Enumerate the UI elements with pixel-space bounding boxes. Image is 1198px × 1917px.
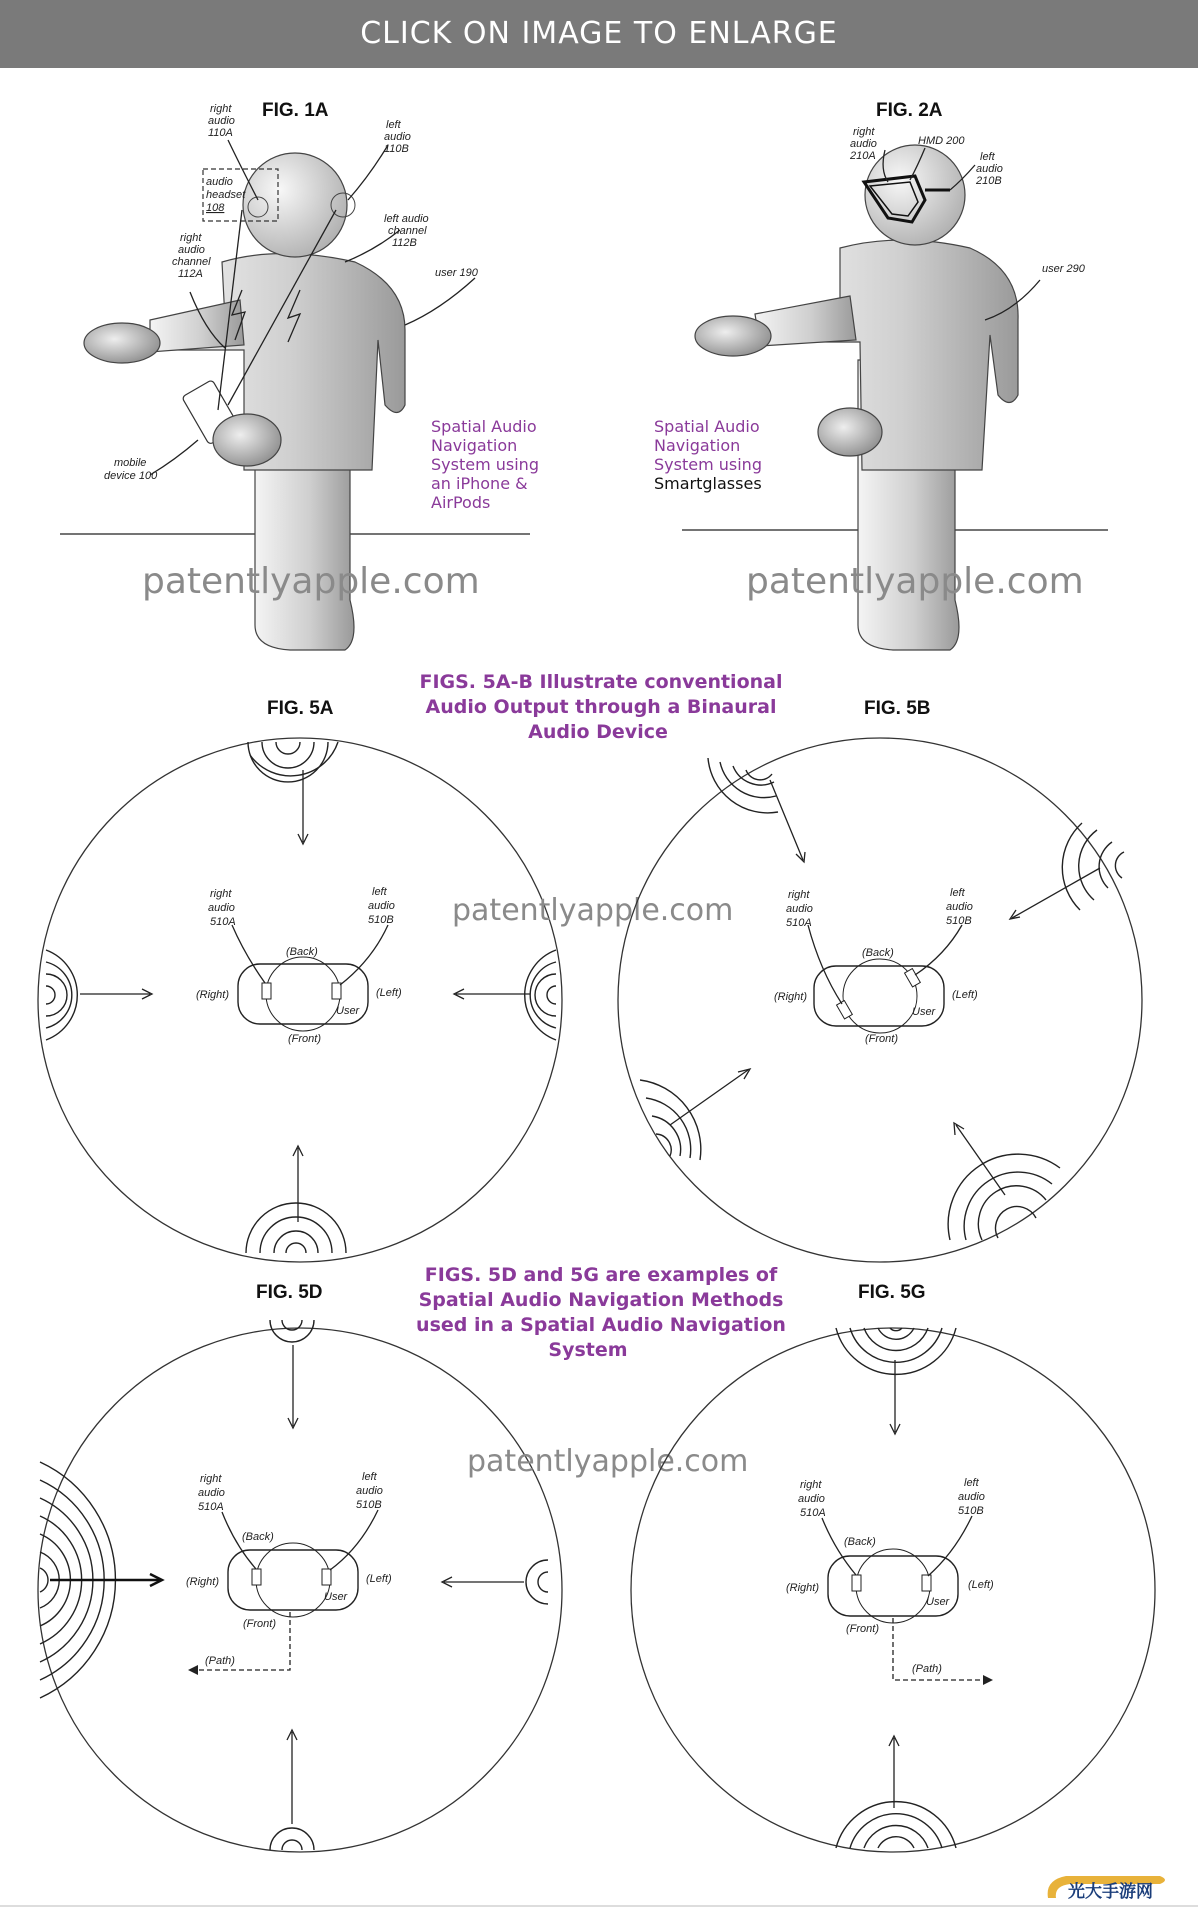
svg-text:user 190: user 190 xyxy=(435,267,478,279)
svg-text:right: right xyxy=(180,232,202,244)
svg-text:channel: channel xyxy=(172,256,211,268)
svg-text:110B: 110B xyxy=(384,143,409,155)
svg-text:510B: 510B xyxy=(356,1499,382,1511)
fig-2a-title: FIG. 2A xyxy=(876,100,943,121)
svg-text:(Left): (Left) xyxy=(366,1573,392,1585)
svg-text:audio: audio xyxy=(178,244,205,256)
svg-text:User: User xyxy=(336,1005,360,1017)
svg-text:Navigation: Navigation xyxy=(654,436,741,455)
svg-text:HMD 200: HMD 200 xyxy=(918,135,965,147)
fig-5d xyxy=(38,1282,562,1852)
svg-text:(Back): (Back) xyxy=(242,1531,274,1543)
svg-text:device 100: device 100 xyxy=(104,470,158,482)
fig-5b xyxy=(618,698,1142,1262)
fig-5a xyxy=(38,698,562,1262)
watermark-1: patentlyapple.com xyxy=(142,561,480,602)
svg-text:108: 108 xyxy=(206,202,225,214)
svg-text:(Back): (Back) xyxy=(844,1536,876,1548)
svg-text:(Right): (Right) xyxy=(186,1576,220,1588)
svg-text:audio: audio xyxy=(384,131,411,143)
section-1-caption-l3: Audio Device xyxy=(528,721,668,743)
svg-text:(Back): (Back) xyxy=(862,947,894,959)
svg-text:User: User xyxy=(926,1596,950,1608)
svg-text:510A: 510A xyxy=(786,917,812,929)
svg-text:audio: audio xyxy=(786,903,813,915)
site-logo xyxy=(1048,1876,1165,1902)
svg-text:FIG. 5A: FIG. 5A xyxy=(267,698,334,719)
svg-text:FIG. 5G: FIG. 5G xyxy=(858,1282,926,1303)
svg-text:System using: System using xyxy=(654,455,762,474)
section-2-caption-l1: FIGS. 5D and 5G are examples of xyxy=(424,1264,778,1286)
svg-text:112B: 112B xyxy=(392,237,417,249)
svg-text:510B: 510B xyxy=(368,914,394,926)
svg-text:光大手游网: 光大手游网 xyxy=(1068,1882,1153,1902)
svg-text:210A: 210A xyxy=(850,150,876,162)
svg-text:user 290: user 290 xyxy=(1042,263,1085,275)
svg-text:left: left xyxy=(964,1477,979,1489)
fig-5g xyxy=(631,1282,1155,1852)
svg-text:Spatial Audio: Spatial Audio xyxy=(431,417,537,436)
svg-text:112A: 112A xyxy=(178,268,203,280)
svg-text:510A: 510A xyxy=(198,1501,224,1513)
svg-text:audio: audio xyxy=(208,115,235,127)
svg-text:audio: audio xyxy=(368,900,395,912)
enlarge-banner[interactable]: CLICK ON IMAGE TO ENLARGE xyxy=(0,0,1198,68)
svg-text:audio: audio xyxy=(206,176,233,188)
user-hand-right xyxy=(213,414,281,466)
svg-text:right: right xyxy=(210,888,232,900)
section-2-caption-l4: System xyxy=(548,1339,628,1361)
svg-text:FIG. 5D: FIG. 5D xyxy=(256,1282,323,1303)
svg-text:User: User xyxy=(912,1006,936,1018)
svg-text:right: right xyxy=(200,1473,222,1485)
watermark-2: patentlyapple.com xyxy=(746,561,1084,602)
svg-text:FIG. 5B: FIG. 5B xyxy=(864,698,931,719)
svg-text:110A: 110A xyxy=(208,127,233,139)
svg-text:(Left): (Left) xyxy=(968,1579,994,1591)
svg-text:(Right): (Right) xyxy=(786,1582,820,1594)
svg-text:(Path): (Path) xyxy=(912,1663,942,1675)
patent-figures[interactable] xyxy=(0,68,1198,1917)
svg-text:an iPhone &: an iPhone & xyxy=(431,474,528,493)
svg-text:Navigation: Navigation xyxy=(431,436,518,455)
svg-text:right: right xyxy=(800,1479,822,1491)
svg-text:audio: audio xyxy=(798,1493,825,1505)
svg-text:AirPods: AirPods xyxy=(431,493,491,512)
svg-text:left: left xyxy=(386,119,401,131)
section-2-caption-l2: Spatial Audio Navigation Methods xyxy=(418,1289,784,1311)
svg-text:(Left): (Left) xyxy=(376,987,402,999)
watermark-3: patentlyapple.com xyxy=(452,893,734,928)
svg-text:User: User xyxy=(324,1591,348,1603)
svg-text:System using: System using xyxy=(431,455,539,474)
svg-text:left: left xyxy=(980,151,995,163)
svg-text:210B: 210B xyxy=(976,175,1002,187)
svg-text:audio: audio xyxy=(356,1485,383,1497)
section-1-caption-l2: Audio Output through a Binaural xyxy=(425,696,777,718)
svg-text:(Path): (Path) xyxy=(205,1655,235,1667)
svg-text:(Right): (Right) xyxy=(774,991,808,1003)
svg-text:audio: audio xyxy=(850,138,877,150)
svg-text:audio: audio xyxy=(946,901,973,913)
svg-text:headset: headset xyxy=(206,189,246,201)
fig-2a xyxy=(654,100,1108,650)
svg-text:audio: audio xyxy=(208,902,235,914)
svg-text:audio: audio xyxy=(198,1487,225,1499)
svg-text:(Front): (Front) xyxy=(846,1623,879,1635)
svg-text:510B: 510B xyxy=(946,915,972,927)
svg-text:right: right xyxy=(788,889,810,901)
svg-text:audio: audio xyxy=(958,1491,985,1503)
svg-text:mobile: mobile xyxy=(114,457,147,469)
svg-text:right: right xyxy=(210,103,232,115)
svg-text:(Left): (Left) xyxy=(952,989,978,1001)
svg-text:left: left xyxy=(372,886,387,898)
svg-text:left: left xyxy=(950,887,965,899)
svg-text:510A: 510A xyxy=(210,916,236,928)
svg-text:left audio: left audio xyxy=(384,213,429,225)
svg-text:(Front): (Front) xyxy=(865,1033,898,1045)
svg-text:Smartglasses: Smartglasses xyxy=(654,474,762,493)
svg-text:Spatial Audio: Spatial Audio xyxy=(654,417,760,436)
svg-text:(Front): (Front) xyxy=(243,1618,276,1630)
section-1-caption-l1: FIGS. 5A-B Illustrate conventional xyxy=(419,671,783,693)
svg-text:(Right): (Right) xyxy=(196,989,230,1001)
svg-text:510B: 510B xyxy=(958,1505,984,1517)
section-2-caption-l3: used in a Spatial Audio Navigation xyxy=(416,1314,786,1336)
svg-text:(Front): (Front) xyxy=(288,1033,321,1045)
svg-text:channel: channel xyxy=(388,225,427,237)
fig-1a xyxy=(60,100,539,650)
svg-text:510A: 510A xyxy=(800,1507,826,1519)
watermark-4: patentlyapple.com xyxy=(467,1444,749,1479)
svg-text:left: left xyxy=(362,1471,377,1483)
user-hand-left xyxy=(84,323,160,363)
svg-text:(Back): (Back) xyxy=(286,946,318,958)
svg-text:right: right xyxy=(853,126,875,138)
svg-text:audio: audio xyxy=(976,163,1003,175)
fig-1a-title: FIG. 1A xyxy=(262,100,329,121)
